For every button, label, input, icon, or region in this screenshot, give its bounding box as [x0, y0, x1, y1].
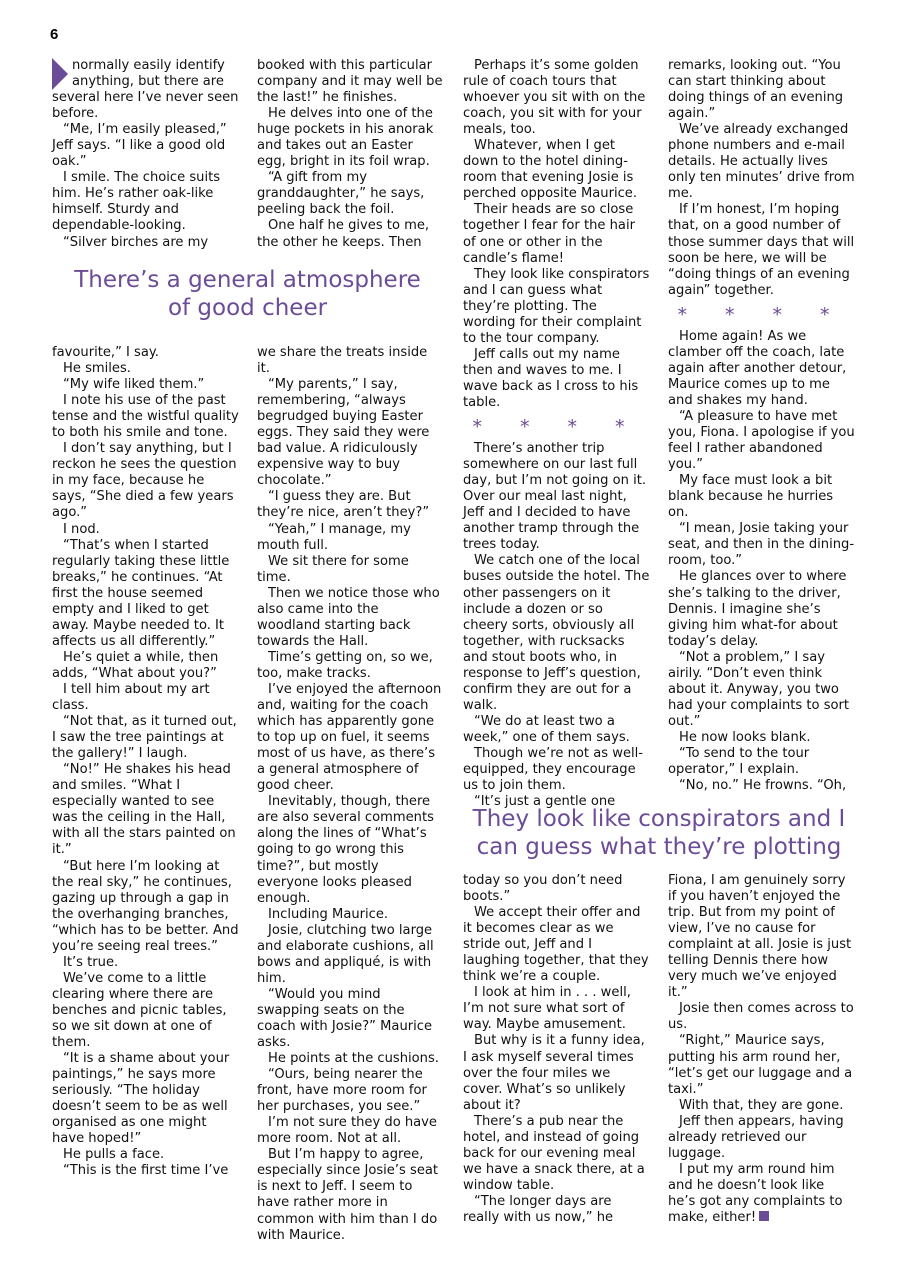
paragraph: Jeff then appears, having already retrieved our luggage. — [668, 1113, 844, 1161]
paragraph: Jeff calls out my name then and waves to me. I wave back as I cross to his table. — [463, 346, 639, 410]
column-4-bottom — [668, 873, 855, 1226]
paragraph: One half he gives to me, the other he keeps. Then — [257, 218, 430, 250]
column-2-top — [257, 58, 444, 251]
paragraph: Then we notice those who also came into the woodland starting back towards the Hall. — [257, 585, 440, 649]
paragraph: “A gift from my granddaughter,” he says, peeling back the foil. — [257, 170, 425, 218]
column-4-top — [668, 58, 855, 794]
paragraph: “Ours, being nearer the front, have more room for her purchases, you see.” — [257, 1067, 427, 1115]
section-break-stars: * * * * — [677, 303, 846, 326]
paragraph: He now looks blank. — [679, 729, 811, 745]
paragraph: “It’s just a gentle one — [474, 794, 616, 810]
paragraph: We’ve already exchanged phone numbers and e-mail details. He actually lives only ten minutes’ drive from me. — [668, 122, 855, 202]
paragraph: “It is a shame about your paintings,” he says more seriously. “The holiday doesn’t seem to be as well organised as one might have hoped!” — [52, 1051, 230, 1147]
paragraph: I’ve enjoyed the afternoon and, waiting for the coach which has apparently gone to top up on fuel, it seems most of us have, as there’s a general atmosphere of good cheer. — [257, 681, 442, 794]
paragraph: Their heads are so close together I fear for the hair of one or other in the candle’s flame! — [463, 202, 635, 266]
column-1-bottom — [52, 345, 239, 1179]
paragraph: I tell him about my art class. — [52, 681, 210, 714]
paragraph: “No, no.” He frowns. “Oh, — [679, 778, 847, 794]
paragraph: He points at the cushions. — [268, 1051, 439, 1067]
column-3-bottom — [463, 873, 650, 1226]
paragraph: I nod. — [63, 521, 100, 537]
paragraph: “Not a problem,” I say airily. “Don’t even think about it. Anyway, you two had your complaints to sort out.” — [668, 649, 850, 729]
paragraph: “A pleasure to have met you, Fiona. I apologise if you feel I rather abandoned you.” — [668, 408, 855, 473]
paragraph: Though we’re not as well-equipped, they encourage us to join them. — [463, 745, 643, 794]
paragraph: Inevitably, though, there are also several comments along the lines of “What’s going to go wrong this time?”, but mostly everyone looks pleased enough. — [257, 794, 434, 906]
paragraph: “But here I’m looking at the real sky,” he continues, gazing up through a gap in the overhanging branches, “which has to be better. And you’re seeing real trees.” — [52, 858, 239, 954]
paragraph: Josie then comes across to us. — [668, 1001, 854, 1033]
paragraph: Including Maurice. — [268, 906, 389, 922]
paragraph: Time’s getting on, so we, too, make tracks. — [257, 649, 433, 681]
paragraph: “My parents,” I say, remembering, “always begrudged buying Easter eggs. They said they were bad value. A ridiculously expensive way to buy chocolate.” — [257, 377, 430, 489]
paragraph: remarks, looking out. “You can start thinking about doing things of an evening again.” — [668, 58, 844, 122]
paragraph: I smile. The choice suits him. He’s rather oak-like himself. Sturdy and dependable-looking. — [52, 170, 221, 234]
paragraph: If I’m honest, I’m hoping that, on a good number of those summer days that will soon be here, we will be “doing things of an evening again” together. — [668, 202, 855, 298]
paragraph: “Right,” Maurice says, putting his arm round her, “let’s get our luggage and a taxi.” — [668, 1033, 853, 1097]
pull-quote-atmosphere: There’s a general atmosphere of good cheer — [74, 267, 421, 321]
paragraph: But why is it a funny idea, I ask myself several times over the four miles we cover. What’s so unlikely about it? — [463, 1033, 645, 1113]
paragraph: “Me, I’m easily pleased,” Jeff says. “I like a good old oak.” — [52, 122, 227, 170]
page-number: 6 — [50, 26, 59, 43]
paragraph: I’m not sure they do have more room. Not at all. — [257, 1115, 437, 1147]
paragraph: We catch one of the local buses outside the hotel. The other passengers on it include a dozen or so cheery sorts, obviously all together, with rucksacks and stout boots who, in response to Jeff’s question, confirm they are out for a walk. — [463, 553, 650, 713]
paragraph: There’s a pub near the hotel, and instead of going back for our evening meal we have a snack there, at a window table. — [463, 1113, 645, 1193]
paragraph: “My wife liked them.” — [63, 377, 205, 393]
paragraph: “No!” He shakes his head and smiles. “What I especially wanted to see was the ceiling in the Hall, with all the stars painted on it.” — [52, 762, 236, 858]
paragraph: “Not that, as it turned out, I saw the tree paintings at the gallery!” I laugh. — [52, 714, 237, 762]
paragraph: “That’s when I started regularly taking these little breaks,” he continues. “At first the house seemed empty and I liked to get away. Maybe needed to. It affects us all differently.” — [52, 537, 230, 649]
paragraph: I look at him in . . . well, I’m not sure what sort of way. Maybe amusement. — [463, 985, 631, 1033]
paragraph: I note his use of the past tense and the wistful quality to both his smile and tone. — [52, 393, 239, 441]
column-2-bottom — [257, 345, 444, 1244]
paragraph: He glances over to where she’s talking to the driver, Dennis. I imagine she’s giving him what-for about today’s delay. — [668, 569, 847, 649]
pull-quote-conspirators: They look like conspirators and I can guess what they’re plotting — [472, 806, 846, 860]
paragraph: “Yeah,” I manage, my mouth full. — [257, 521, 411, 553]
paragraph: He pulls a face. — [63, 1147, 165, 1163]
paragraph: “I guess they are. But they’re nice, aren’t they?” — [257, 489, 430, 521]
paragraph: Home again! As we clamber off the coach, late again after another detour, Maurice comes up to me and shakes my hand. — [668, 328, 847, 408]
paragraph: He smiles. — [63, 361, 131, 377]
paragraph: It’s true. — [63, 954, 119, 970]
paragraph: Fiona, I am genuinely sorry if you haven’t enjoyed the trip. But from my point of view, I’ve no cause for complaint at all. Josie is just telling Dennis there how very much we’ve enjoyed it.” — [668, 873, 852, 1001]
paragraph: “This is the first time I’ve — [63, 1163, 229, 1179]
paragraph — [668, 1162, 855, 1226]
paragraph: favourite,” I say. — [52, 345, 159, 360]
paragraph: We’ve come to a little clearing where there are benches and picnic tables, so we sit down at one of them. — [52, 970, 227, 1051]
paragraph: Josie, clutching two large and elaborate cushions, all bows and appliqué, is with him. — [257, 922, 434, 986]
paragraph: “I mean, Josie taking your seat, and then in the dining-room, too.” — [668, 521, 855, 569]
column-1-top — [52, 58, 239, 251]
paragraph: we share the treats inside it. — [257, 345, 428, 377]
paragraph: But I’m happy to agree, especially since Josie’s seat is next to Jeff. I seem to have rather more in common with him than I do with Maurice. — [257, 1147, 439, 1243]
paragraph: He’s quiet a while, then adds, “What about you?” — [52, 649, 219, 681]
paragraph: With that, they are gone. — [679, 1097, 844, 1113]
story-continuation-arrow-icon — [52, 58, 68, 90]
end-of-story-square-icon — [759, 1211, 769, 1221]
paragraph: “Silver birches are my — [63, 234, 209, 250]
paragraph: We sit there for some time. — [257, 553, 409, 585]
paragraph: There’s another trip somewhere on our last full day, but I’m not going on it. Over our meal last night, Jeff and I decided to have another tramp through the trees today. — [463, 441, 646, 553]
section-break-stars: * * * * — [472, 416, 641, 439]
paragraph: normally easily identify anything, but there are several here I’ve never seen before. — [52, 58, 239, 122]
paragraph: They look like conspirators and I can guess what they’re plotting. The wording for their complaint to the tour company. — [463, 266, 650, 346]
paragraph: I don’t say anything, but I reckon he sees the question in my face, because he says, “She died a few years ago.” — [52, 441, 237, 521]
paragraph: Perhaps it’s some golden rule of coach tours that whoever you sit with on the coach, you sit with for your meals, too. — [463, 58, 646, 138]
paragraph: “Would you mind swapping seats on the coach with Josie?” Maurice asks. — [257, 986, 433, 1051]
paragraph: “We do at least two a week,” one of them says. — [463, 713, 630, 745]
paragraph: He delves into one of the huge pockets in his anorak and takes out an Easter egg, bright in its foil wrap. — [257, 106, 434, 170]
paragraph: today so you don’t need boots.” — [463, 873, 623, 905]
paragraph: We accept their offer and it becomes clear as we stride out, Jeff and I laughing together, that they think we’re a couple. — [463, 905, 649, 985]
paragraph: “The longer days are really with us now,” he — [463, 1193, 614, 1225]
paragraph: Whatever, when I get down to the hotel dining-room that evening Josie is perched opposite Maurice. — [463, 138, 638, 202]
final-paragraph-text: I put my arm round him and he doesn’t look like he’s got any complaints to make, either! — [668, 1161, 843, 1225]
paragraph: booked with this particular company and it may well be the last!” he finishes. — [257, 58, 443, 106]
column-3-top — [463, 58, 650, 810]
paragraph: “To send to the tour operator,” I explain. — [668, 745, 810, 778]
paragraph: My face must look a bit blank because he hurries on. — [668, 473, 834, 521]
